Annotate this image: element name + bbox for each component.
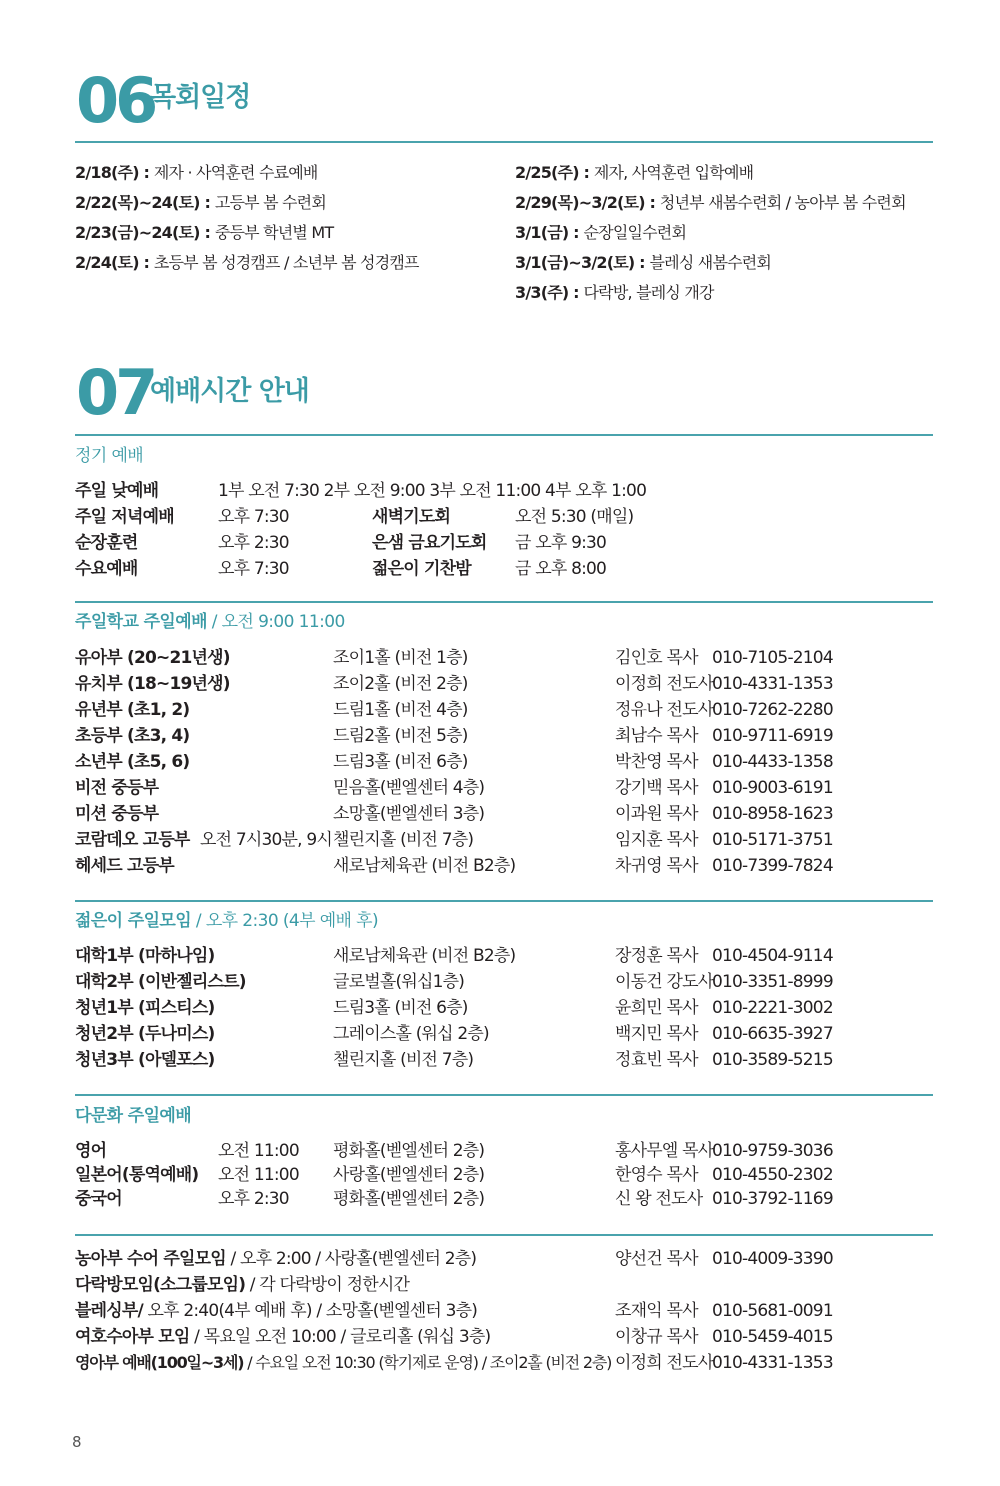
dept-phone: 010-4331-1353	[712, 674, 833, 694]
dept-name: 미션 중등부	[75, 804, 159, 824]
dept-place: 챌린지홀 (비전 7층)	[333, 830, 474, 850]
dept-phone: 010-4009-3390	[712, 1249, 833, 1269]
dept-place: 드림1홀 (비전 4층)	[333, 700, 468, 720]
dept-pastor: 양선건 목사	[615, 1249, 698, 1269]
section-title-schedule: 목회일정	[150, 82, 251, 113]
service-time: 오후 7:30	[218, 507, 289, 527]
section-number-07: 07	[76, 356, 155, 429]
dept-pastor: 차귀영 목사	[615, 856, 698, 876]
divider	[75, 900, 933, 902]
service-time: 금 오후 9:30	[515, 533, 607, 553]
dept-phone: 010-7262-2280	[712, 700, 833, 720]
dept-place: 믿음홀(벧엘센터 4층)	[333, 778, 485, 798]
dept-pastor: 이정희 전도사	[615, 674, 714, 694]
dept-phone: 010-7105-2104	[712, 648, 833, 668]
dept-place: 평화홀(벧엘센터 2층)	[333, 1189, 485, 1209]
section-title-worship-times: 예배시간 안내	[150, 376, 309, 407]
service-time: 오전 11:00	[218, 1165, 299, 1185]
dept-name: 유치부 (18~19년생)	[75, 674, 230, 694]
dept-pastor: 박찬영 목사	[615, 752, 698, 772]
schedule-item: 2/18(주) : 제자 · 사역훈련 수료예배	[75, 163, 318, 182]
dept-name: 헤세드 고등부	[75, 856, 174, 876]
divider	[75, 1094, 933, 1096]
dept-name: 대학1부 (마하나임)	[75, 946, 215, 966]
service-time: 1부 오전 7:30 2부 오전 9:00 3부 오전 11:00 4부 오후 1:00	[218, 481, 647, 501]
dept-phone: 010-6635-3927	[712, 1024, 833, 1044]
schedule-item: 2/25(주) : 제자, 사역훈련 입학예배	[515, 163, 754, 182]
service-time: 오전 11:00	[218, 1141, 299, 1161]
dept-phone: 010-4504-9114	[712, 946, 833, 966]
dept-pastor: 이정희 전도사	[615, 1353, 714, 1373]
dept-pastor: 신 왕 전도사	[615, 1189, 703, 1209]
dept-pastor: 정효빈 목사	[615, 1050, 698, 1070]
schedule-item: 3/1(금) : 순장일일수련회	[515, 223, 687, 242]
service-name: 주일 저녁예배	[75, 507, 174, 527]
page-number: 8	[72, 1433, 82, 1451]
dept-name: 청년3부 (아델포스)	[75, 1050, 215, 1070]
dept-place: 새로남체육관 (비전 B2층)	[333, 946, 516, 966]
dept-place: 평화홀(벧엘센터 2층)	[333, 1141, 485, 1161]
service-name: 순장훈련	[75, 533, 138, 553]
dept-name: 유아부 (20~21년생)	[75, 648, 230, 668]
dept-pastor: 임지훈 목사	[615, 830, 698, 850]
dept-pastor: 조재익 목사	[615, 1301, 698, 1321]
subheading-sunday-school: 주일학교 주일예배 / 오전 9:00 11:00	[75, 612, 345, 632]
dept-phone: 010-4550-2302	[712, 1165, 833, 1185]
section-number-06: 06	[76, 64, 155, 137]
gathering-item: 농아부 수어 주일모임 / 오후 2:00 / 사랑홀(벧엘센터 2층)	[75, 1249, 477, 1269]
dept-place: 드림3홀 (비전 6층)	[333, 998, 468, 1018]
service-name: 새벽기도회	[372, 507, 451, 527]
dept-place: 조이1홀 (비전 1층)	[333, 648, 468, 668]
dept-phone: 010-8958-1623	[712, 804, 833, 824]
dept-phone: 010-5171-3751	[712, 830, 833, 850]
dept-phone: 010-5459-4015	[712, 1327, 833, 1347]
dept-phone: 010-5681-0091	[712, 1301, 833, 1321]
dept-phone: 010-4433-1358	[712, 752, 833, 772]
service-time: 오전 5:30 (매일)	[515, 507, 634, 527]
schedule-item: 2/23(금)~24(토) : 중등부 학년별 MT	[75, 223, 334, 242]
dept-phone: 010-3792-1169	[712, 1189, 833, 1209]
dept-phone: 010-3589-5215	[712, 1050, 833, 1070]
gathering-item: 영아부 예배(100일~3세) / 수요일 오전 10:30 (학기제로 운영) / 조이2홀 (비전 2층)	[75, 1353, 612, 1372]
dept-pastor: 이동건 강도사	[615, 972, 714, 992]
dept-pastor: 백지민 목사	[615, 1024, 698, 1044]
divider	[75, 601, 933, 603]
dept-phone: 010-4331-1353	[712, 1353, 833, 1373]
service-name: 은샘 금요기도회	[372, 533, 487, 553]
dept-name: 비전 중등부	[75, 778, 159, 798]
dept-pastor: 장정훈 목사	[615, 946, 698, 966]
divider	[75, 1234, 933, 1236]
dept-pastor: 윤희민 목사	[615, 998, 698, 1018]
gathering-item: 여호수아부 모임 / 목요일 오전 10:00 / 글로리홀 (워십 3층)	[75, 1327, 491, 1347]
dept-name: 대학2부 (이반젤리스트)	[75, 972, 246, 992]
service-time: 금 오후 8:00	[515, 559, 607, 579]
dept-place: 사랑홀(벧엘센터 2층)	[333, 1165, 485, 1185]
subheading-multicultural: 다문화 주일예배	[75, 1106, 192, 1126]
dept-place: 글로벌홀(워십1층)	[333, 972, 465, 992]
divider	[75, 434, 933, 436]
dept-pastor: 이창규 목사	[615, 1327, 698, 1347]
language-name: 영어	[75, 1141, 107, 1161]
schedule-item: 3/3(주) : 다락방, 블레싱 개강	[515, 283, 714, 302]
service-name: 수요예배	[75, 559, 138, 579]
dept-place: 소망홀(벧엘센터 3층)	[333, 804, 485, 824]
dept-pastor: 강기백 목사	[615, 778, 698, 798]
dept-place: 챌린지홀 (비전 7층)	[333, 1050, 474, 1070]
dept-pastor: 정유나 전도사	[615, 700, 714, 720]
dept-place: 그레이스홀 (워십 2층)	[333, 1024, 489, 1044]
dept-name: 청년2부 (두나미스)	[75, 1024, 215, 1044]
service-name: 젊은이 기찬밤	[372, 559, 471, 579]
divider	[75, 141, 933, 143]
dept-place: 조이2홀 (비전 2층)	[333, 674, 468, 694]
dept-name: 초등부 (초3, 4)	[75, 726, 190, 746]
service-name: 주일 낮예배	[75, 481, 159, 501]
dept-place: 새로남체육관 (비전 B2층)	[333, 856, 516, 876]
schedule-item: 2/22(목)~24(토) : 고등부 봄 수련회	[75, 193, 326, 212]
service-time: 오후 7:30	[218, 559, 289, 579]
dept-name: 코람데오 고등부	[75, 830, 190, 850]
dept-pastor: 이과원 목사	[615, 804, 698, 824]
subheading-regular: 정기 예배	[75, 446, 144, 466]
schedule-item: 2/29(목)~3/2(토) : 청년부 새봄수련회 / 농아부 봄 수련회	[515, 193, 906, 212]
dept-phone: 010-3351-8999	[712, 972, 833, 992]
dept-pastor: 최남수 목사	[615, 726, 698, 746]
gathering-item: 다락방모임(소그룹모임) / 각 다락방이 정한시간	[75, 1275, 410, 1295]
dept-place: 드림3홀 (비전 6층)	[333, 752, 468, 772]
dept-name: 청년1부 (피스티스)	[75, 998, 215, 1018]
language-name: 중국어	[75, 1189, 122, 1209]
dept-pastor: 김인호 목사	[615, 648, 698, 668]
dept-extra-time: 오전 7시30분, 9시	[200, 830, 332, 850]
schedule-item: 3/1(금)~3/2(토) : 블레싱 새봄수련회	[515, 253, 772, 272]
schedule-item: 2/24(토) : 초등부 봄 성경캠프 / 소년부 봄 성경캠프	[75, 253, 419, 272]
gathering-item: 블레싱부/ 오후 2:40(4부 예배 후) / 소망홀(벧엘센터 3층)	[75, 1301, 478, 1321]
service-time: 오후 2:30	[218, 1189, 289, 1209]
dept-name: 소년부 (초5, 6)	[75, 752, 190, 772]
dept-phone: 010-2221-3002	[712, 998, 833, 1018]
dept-phone: 010-9711-6919	[712, 726, 833, 746]
dept-phone: 010-9759-3036	[712, 1141, 833, 1161]
language-name: 일본어(통역예배)	[75, 1165, 199, 1185]
dept-pastor: 홍사무엘 목사	[615, 1141, 714, 1161]
service-time: 오후 2:30	[218, 533, 289, 553]
dept-pastor: 한영수 목사	[615, 1165, 698, 1185]
subheading-young-adults: 젊은이 주일모임 / 오후 2:30 (4부 예배 후)	[75, 911, 379, 931]
dept-place: 드림2홀 (비전 5층)	[333, 726, 468, 746]
dept-name: 유년부 (초1, 2)	[75, 700, 190, 720]
dept-phone: 010-9003-6191	[712, 778, 833, 798]
dept-phone: 010-7399-7824	[712, 856, 833, 876]
